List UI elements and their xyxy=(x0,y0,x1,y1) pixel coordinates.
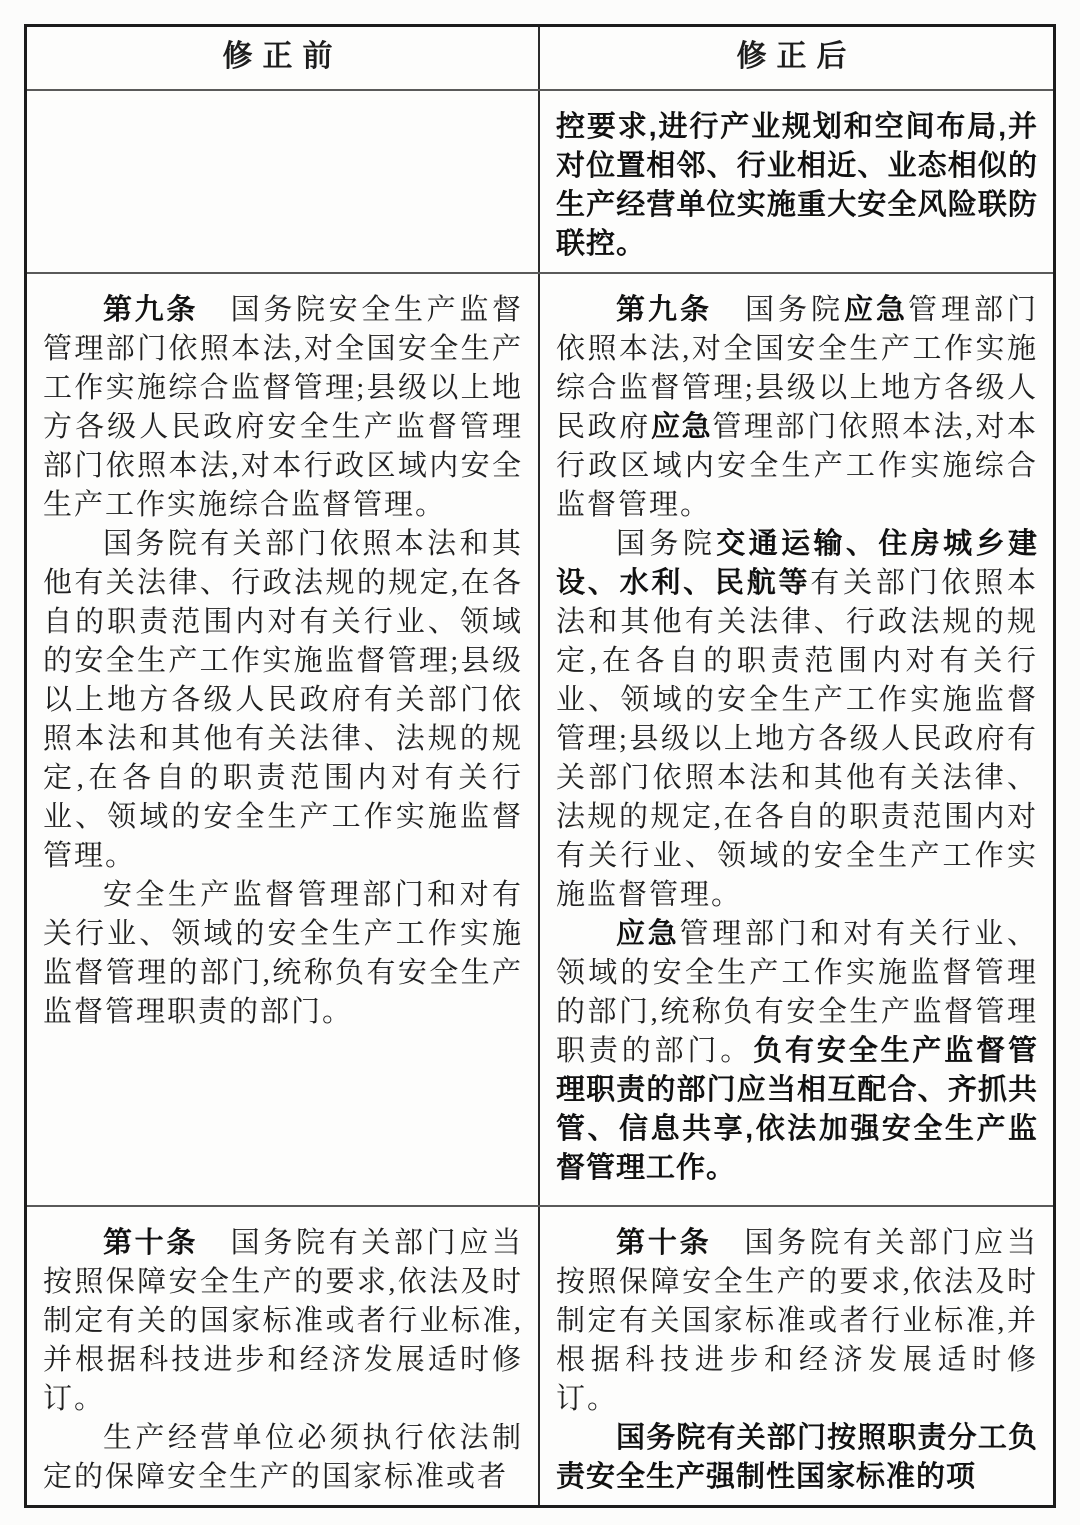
paragraph xyxy=(556,108,1038,264)
body-text: 国务院有关部门应当按照保障安全生产的要求,依法及时制定有关国家标准或者行业标准,并根据科技进步和经济发展适时修订。 xyxy=(556,1227,1038,1415)
body-text: 国务院 xyxy=(616,528,717,560)
table-row xyxy=(27,91,1053,274)
paragraph xyxy=(43,1224,523,1419)
body-text: 管理部门依照本法,对本行政区域内安全生产工作实施综合监督管理。 xyxy=(556,411,1038,521)
paragraph xyxy=(556,1419,1038,1497)
amended-text: 第九条 xyxy=(103,294,198,326)
amended-text: 第十条 xyxy=(616,1227,712,1259)
body-text: 生产经营单位必须执行依法制定的保障安全生产的国家标准或者 xyxy=(43,1422,523,1493)
table-header-row xyxy=(27,27,1053,91)
cell-after xyxy=(540,1207,1053,1505)
body-text: 国务院有关部门应当按照保障安全生产的要求,依法及时制定有关的国家标准或者行业标准,并根据科技进步和经济发展适时修订。 xyxy=(43,1227,523,1415)
table-row xyxy=(27,274,1053,1207)
comparison-table xyxy=(24,24,1056,1508)
amended-text: 应急 xyxy=(650,411,713,443)
table-row xyxy=(27,1207,1053,1505)
body-text: 安全生产监督管理部门和对有关行业、领域的安全生产工作实施监督管理的部门,统称负有安全生产监督管理职责的部门。 xyxy=(43,879,523,1028)
table-body xyxy=(27,91,1053,1505)
paragraph xyxy=(556,525,1038,915)
amended-text: 第九条 xyxy=(616,294,712,326)
body-text: 管理部门和对有关行业、领域的安全生产工作实施监督管理的部门,统称负有安全生产监督管理职责的部门。 xyxy=(556,918,1038,1067)
amended-text: 应急 xyxy=(616,918,680,950)
paragraph xyxy=(43,1419,523,1497)
amended-text: 交通运输、住房城乡建设、水利、民航等 xyxy=(556,528,1038,599)
body-text: 有关部门依照本法和其他有关法律、行政法规的规定,在各自的职责范围内对有关行业、领域的安全生产工作实施监督管理;县级以上地方各级人民政府有关部门依照本法和其他有关法律、法规的规定,在各自的职责范围内对有关行业、领域的安全生产工作实施监督管理。 xyxy=(556,567,1038,911)
cell-before xyxy=(27,91,540,272)
paragraph xyxy=(43,525,523,876)
paragraph xyxy=(43,876,523,1032)
amended-text: 控要求,进行产业规划和空间布局,并对位置相邻、行业相近、业态相似的生产经营单位实施重大安全风险联防联控。 xyxy=(556,111,1038,260)
body-text: 管理部门依照本法,对全国安全生产工作实施综合监督管理;县级以上地方各级人民政府 xyxy=(556,294,1038,443)
amended-text: 应急 xyxy=(843,294,908,326)
paragraph xyxy=(43,291,523,525)
cell-after xyxy=(540,274,1053,1205)
amended-text: 第十条 xyxy=(103,1227,198,1259)
body-text: 国务院有关部门依照本法和其他有关法律、行政法规的规定,在各自的职责范围内对有关行业、领域的安全生产工作实施监督管理;县级以上地方各级人民政府有关部门依照本法和其他有关法律、法规的规定,在各自的职责范围内对有关行业、领域的安全生产工作实施监督管理。 xyxy=(43,528,523,872)
cell-after xyxy=(540,91,1053,272)
amended-text: 国务院有关部门按照职责分工负责安全生产强制性国家标准的项 xyxy=(556,1422,1038,1493)
paragraph xyxy=(556,1224,1038,1419)
amended-text: 负有安全生产监督管理职责的部门应当相互配合、齐抓共管、信息共享,依法加强安全生产监督管理工作。 xyxy=(556,1035,1038,1184)
cell-before xyxy=(27,1207,540,1505)
paragraph xyxy=(556,915,1038,1188)
body-text: 国务院 xyxy=(712,294,844,326)
column-header-before: 修正前 xyxy=(27,27,540,89)
paragraph xyxy=(556,291,1038,525)
body-text: 国务院安全生产监督管理部门依照本法,对全国安全生产工作实施综合监督管理;县级以上地方各级人民政府安全生产监督管理部门依照本法,对本行政区域内安全生产工作实施综合监督管理。 xyxy=(43,294,523,521)
column-header-after: 修正后 xyxy=(736,40,857,73)
cell-before xyxy=(27,274,540,1205)
